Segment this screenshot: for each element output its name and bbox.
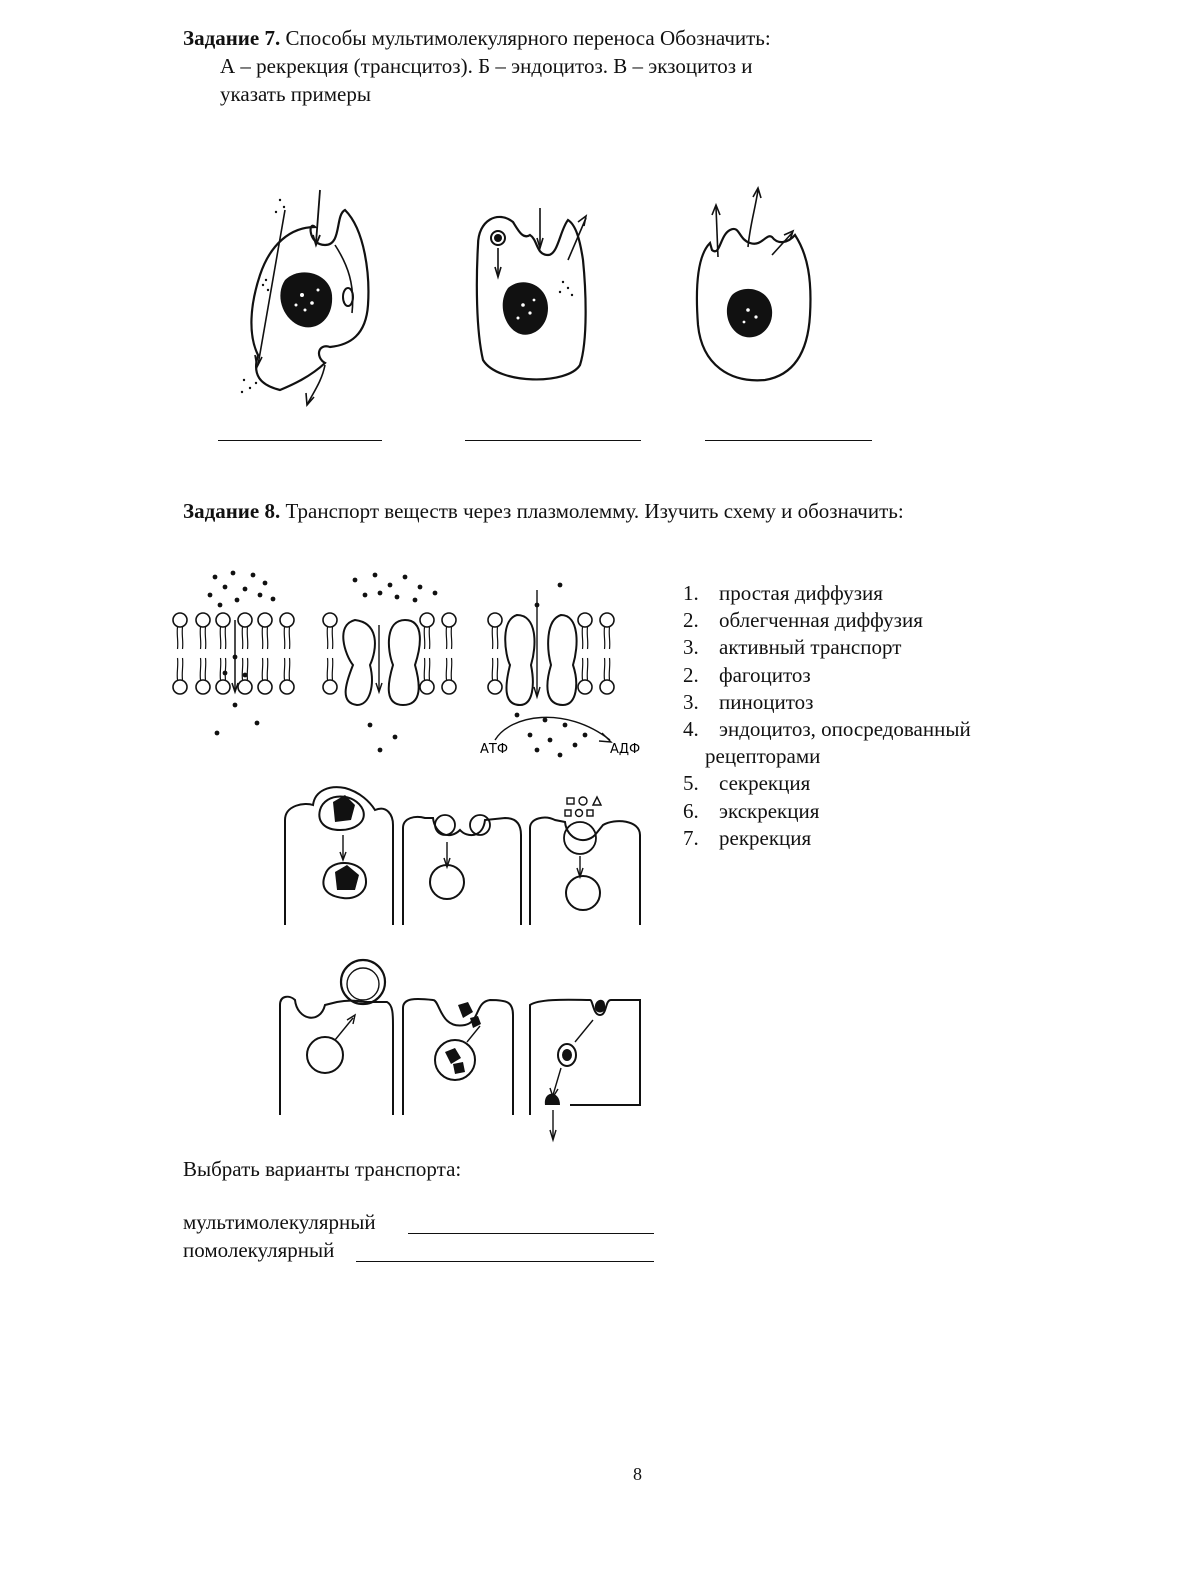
multi-label: мультимолекулярный [183,1210,376,1234]
exocytosis-diagrams [275,960,655,1145]
endocytosis-diagrams [275,780,645,930]
list-item [683,607,923,634]
list-item-number: 3. [683,689,699,714]
multi-answer-blank[interactable] [408,1233,654,1234]
task7-heading [183,24,771,52]
list-item-text: секрекция [719,771,811,796]
list-item-number: 2. [683,608,699,633]
list-item-number: 4. [683,717,699,741]
list-item-number: 1. [683,581,699,605]
cell-diagram-exocytosis [690,185,820,385]
list-item [683,716,971,743]
list-item [683,770,810,797]
list-item [683,634,901,661]
list-item-text: рецепторами [705,744,821,769]
list-item [705,743,820,770]
membrane-diagrams [165,565,645,765]
list-item-number: 2. [683,662,699,687]
list-item [683,580,883,607]
list-item-number: 3. [683,635,699,660]
list-item-text: эндоцитоз, опосредованный [719,717,971,741]
list-item-text: простая диффузия [719,581,883,605]
task7-line3: указать примеры [220,82,371,106]
atp-label: АТФ [480,742,509,757]
mono-answer-blank[interactable] [356,1261,654,1262]
task8-label: Задание 8. [183,499,281,523]
cell-diagram-transcytosis [230,185,380,410]
list-item-text: пиноцитоз [719,689,814,714]
list-item-text: экскрекция [719,798,820,823]
page-number: 8 [633,1464,642,1484]
list-item-text: облегченная диффузия [719,608,923,633]
list-item-text: рекрекция [719,825,812,850]
list-item-text: активный транспорт [719,635,902,660]
list-item-text: фагоцитоз [719,662,811,687]
task7-line2: А – рекрекция (трансцитоз). Б – эндоцитоз. В – экзоцитоз и [220,54,753,78]
list-item-number: 5. [683,771,699,796]
task8-text: Транспорт веществ через плазмолемму. Изучить схему и обозначить: [285,499,904,523]
task7-label: Задание 7. [183,26,281,50]
task7-line1: Способы мультимолекулярного переноса Обозначить: [285,26,771,50]
list-item-number: 6. [683,798,699,823]
list-item [683,825,811,852]
answer-blank-c[interactable] [705,440,872,441]
list-item [683,662,811,689]
task8-heading [183,497,904,525]
list-item [683,798,819,825]
cell-diagram-endocytosis [468,200,598,390]
answer-blank-a[interactable] [218,440,382,441]
list-item-number: 7. [683,825,699,850]
list-item [683,689,813,716]
answer-blank-b[interactable] [465,440,641,441]
mono-label: помолекулярный [183,1238,335,1262]
choose-heading: Выбрать варианты транспорта: [183,1157,462,1181]
adp-label: АДФ [610,742,641,757]
